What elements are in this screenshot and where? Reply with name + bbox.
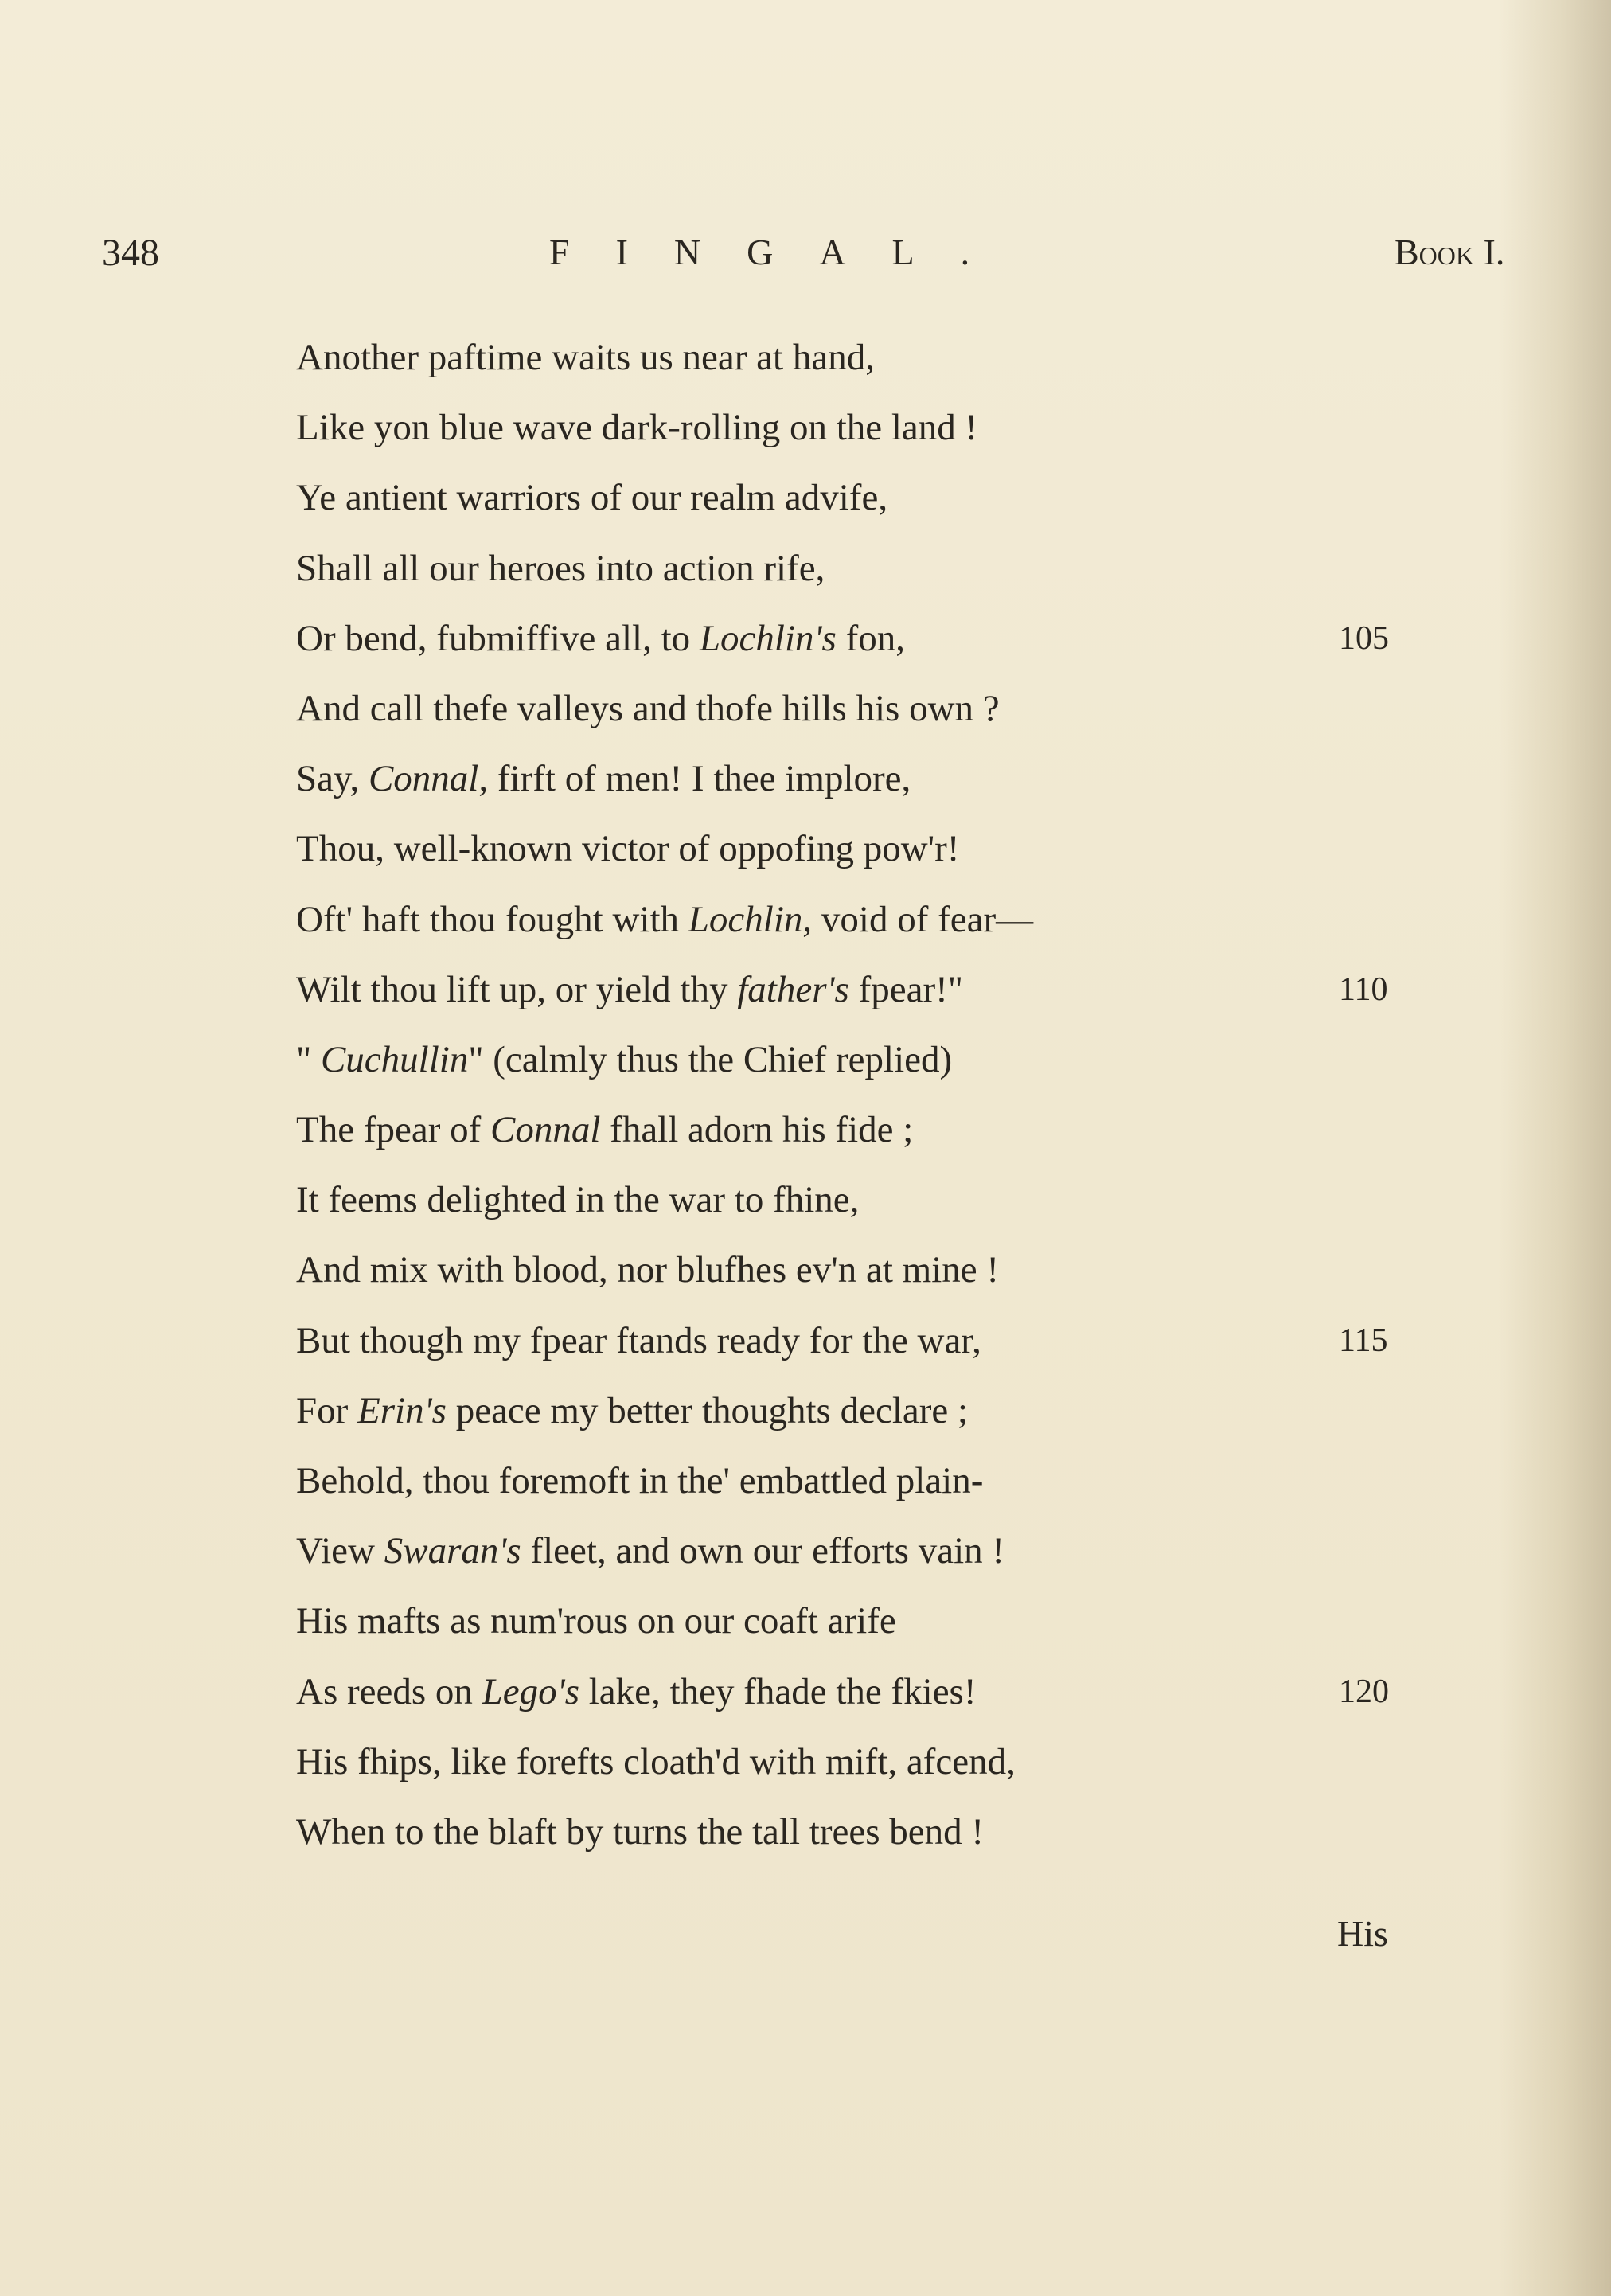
verse-text xyxy=(296,322,875,392)
verse-line xyxy=(296,1446,1410,1516)
verse-segment: Say, xyxy=(296,758,369,800)
verse-text xyxy=(296,1657,977,1727)
verse-line xyxy=(296,744,1410,814)
verse-segment: Wilt thou lift up, or yield thy xyxy=(296,968,738,1010)
verse-text xyxy=(296,1165,859,1235)
verse-line xyxy=(296,603,1410,674)
verse-text xyxy=(296,1516,1004,1586)
italic-name: Lochlin, xyxy=(688,898,813,940)
verse-text xyxy=(296,1727,1016,1797)
verse-text xyxy=(296,1797,984,1867)
verse-segment: firft of men! I thee implore, xyxy=(488,758,911,800)
italic-name: Connal xyxy=(490,1109,601,1151)
italic-name: Lego's xyxy=(482,1670,579,1712)
italic-name: Swaran's xyxy=(384,1530,521,1572)
verse-segment: And mix with blood, nor blufhes ev'n at mine ! xyxy=(296,1249,1000,1291)
page-header xyxy=(0,231,1611,279)
verse-text xyxy=(296,1025,952,1095)
verse-segment: Another paftime waits us near at hand, xyxy=(296,337,875,378)
verse-text xyxy=(296,1095,913,1165)
verse-segment: peace my better thoughts declare ; xyxy=(446,1389,969,1431)
catchword: His xyxy=(1337,1913,1388,1954)
verse-segment: As reeds on xyxy=(296,1670,482,1712)
verse-segment: His mafts as num'rous on our coaft arife xyxy=(296,1600,896,1642)
verse-line xyxy=(296,955,1410,1025)
verse-segment: void of fear— xyxy=(812,898,1034,940)
verse-segment: It feems delighted in the war to fhine, xyxy=(296,1179,860,1221)
verse-text xyxy=(296,1235,999,1305)
italic-name: Cuchullin xyxy=(320,1038,469,1080)
verse-text xyxy=(296,1586,896,1656)
italic-name: Lochlin's xyxy=(699,617,837,659)
verse-segment: Thou, well-known victor of oppofing pow'r! xyxy=(296,828,960,870)
verse-line xyxy=(296,1025,1410,1095)
verse-segment: For xyxy=(296,1389,358,1431)
verse-line xyxy=(296,463,1410,533)
verse-line xyxy=(296,1165,1410,1235)
verse-line xyxy=(296,1586,1410,1656)
verse-line xyxy=(296,1306,1410,1376)
verse-segment: When to the blaft by turns the tall trees bend ! xyxy=(296,1810,985,1853)
verse-segment: And call thefe valleys and thofe hills his own ? xyxy=(296,687,1000,729)
line-number: 120 xyxy=(1339,1673,1389,1710)
verse-segment: fhall adorn his fide ; xyxy=(600,1109,914,1151)
italic-name: father's xyxy=(737,968,849,1010)
verse-line xyxy=(296,1657,1410,1727)
verse-segment: Behold, thou foremoft in the' embattled plain- xyxy=(296,1460,984,1501)
line-number: 105 xyxy=(1339,619,1389,657)
verse-text xyxy=(296,533,825,603)
verse-segment: " xyxy=(296,1038,321,1080)
verse-line xyxy=(296,1095,1410,1165)
verse-segment: Or bend, fubmiffive all, to xyxy=(296,617,700,659)
italic-name: Connal, xyxy=(368,758,489,800)
italic-name: Erin's xyxy=(357,1389,447,1431)
verse-text xyxy=(296,1306,981,1376)
verse-line xyxy=(296,674,1410,744)
verse-line xyxy=(296,814,1410,884)
verse-text xyxy=(296,884,1033,955)
line-number: 115 xyxy=(1339,1322,1388,1359)
verse-line xyxy=(296,884,1410,955)
verse-segment: lake, they fhade the fkies! xyxy=(579,1670,977,1712)
verse-line xyxy=(296,322,1410,392)
verse-text xyxy=(296,674,1000,744)
verse-segment: His fhips, like forefts cloath'd with mift, afcend, xyxy=(296,1740,1016,1783)
page-number: 348 xyxy=(102,232,159,274)
verse-segment: Shall all our heroes into action rife, xyxy=(296,547,825,589)
line-number: 110 xyxy=(1339,970,1388,1008)
verse-line xyxy=(296,1516,1410,1586)
verse-text xyxy=(296,814,959,884)
verse-line xyxy=(296,392,1410,463)
verse-line xyxy=(296,1727,1410,1797)
verse-text xyxy=(296,744,911,814)
verse-segment: " (calmly thus the Chief replied) xyxy=(468,1038,953,1080)
verse-segment: Like yon blue wave dark-rolling on the land ! xyxy=(296,407,978,449)
verse-line xyxy=(296,1376,1410,1446)
verse-segment: fleet, and own our efforts vain ! xyxy=(521,1530,1005,1572)
verse-text xyxy=(296,1446,983,1516)
verse-segment: The fpear of xyxy=(296,1109,490,1151)
verse-line xyxy=(296,533,1410,603)
verse-segment: fpear!" xyxy=(848,968,963,1010)
verse-text xyxy=(296,463,887,533)
verse-line xyxy=(296,1797,1410,1867)
verse-segment: Ye antient warriors of our realm advife, xyxy=(296,477,888,519)
verse-text xyxy=(296,955,963,1025)
verse-line xyxy=(296,1235,1410,1305)
verse-text xyxy=(296,1376,968,1446)
running-title: FINGAL. xyxy=(549,232,1016,272)
book-label: Book I. xyxy=(1395,232,1505,272)
verse-block xyxy=(296,322,1410,1867)
verse-segment: fon, xyxy=(836,617,906,659)
verse-segment: But though my fpear ftands ready for the war, xyxy=(296,1319,981,1361)
verse-text xyxy=(296,603,905,674)
verse-segment: View xyxy=(296,1530,384,1572)
verse-segment: Oft' haft thou fought with xyxy=(296,898,688,940)
verse-text xyxy=(296,392,977,463)
